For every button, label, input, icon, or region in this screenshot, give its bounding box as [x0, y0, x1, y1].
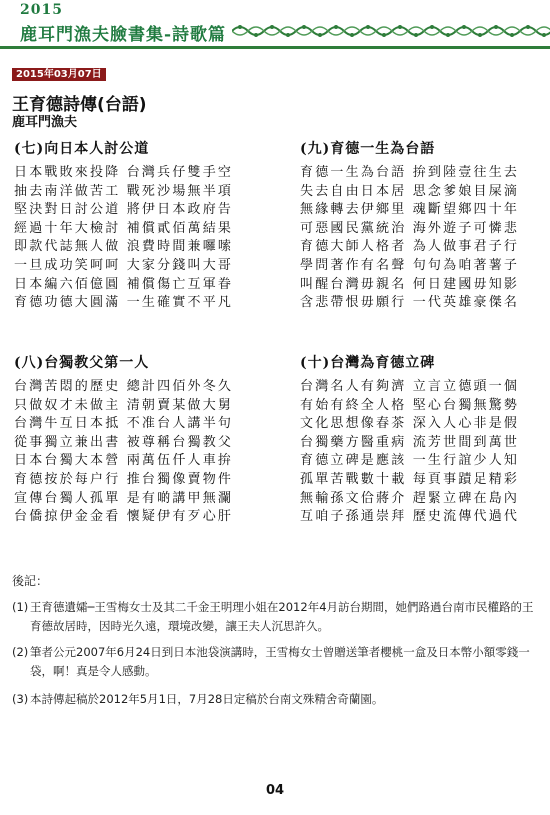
- poem-line: 台僑掠伊金金看 懷疑伊有歹心肝: [14, 509, 234, 525]
- poem-title: (九)育德一生為台語: [300, 141, 436, 157]
- poem-line: 無緣轉去伊鄉里 魂斷望鄉四十年: [300, 202, 520, 218]
- post-date-badge: 2015年03月07日: [12, 68, 106, 81]
- poem-line: 日本編六佰億圓 補償傷亡互軍眷: [14, 276, 234, 292]
- poem-line: 無輸孫文佮蔣介 趕緊立碑在島內: [300, 490, 520, 506]
- poem-title: (八)台獨教父第一人: [14, 355, 150, 371]
- page-header: [0, 0, 550, 52]
- poem-line: 台灣牛互日本抵 不准台人講半句: [14, 416, 234, 432]
- poem-line: 抽去南洋做苦工 戰死沙場無半項: [14, 183, 234, 199]
- poem-line: 叫醒台灣毋親名 何日建國毋知影: [300, 276, 520, 292]
- note-text: 王育德遺孀─王雪梅女士及其二千金王明理小姐在2012年4月訪台期間，她們路過台南市民權路的王育德故居時，因時光久遠，環境改變，讓王夫人沉思許久。: [30, 600, 534, 633]
- poem-line: 經過十年大檢討 補償貳佰萬結果: [14, 220, 234, 236]
- header-divider: [0, 46, 550, 49]
- afterword-heading: 後記：: [12, 574, 49, 588]
- poem-line: 育德立碑是應該 一生行誼少人知: [300, 453, 520, 469]
- header-title: 鹿耳門漁夫臉書集-詩歌篇: [20, 20, 232, 45]
- poem-line: 失去自由日本居 思念爹娘目屎滴: [300, 183, 520, 199]
- poem-10: [300, 352, 519, 527]
- page-number: 04: [265, 783, 285, 798]
- poem-7: [14, 138, 233, 313]
- poem-line: 育德功德大圓滿 一生確實不平凡: [14, 295, 234, 311]
- header-year: 2015: [20, 2, 63, 18]
- post-author: 鹿耳門漁夫: [12, 115, 78, 130]
- poem-line: 宣傳台獨人孤單 是有啲講甲無瀾: [14, 490, 234, 506]
- poem-line: 育德按於每户行 推台獨像賣物件: [14, 471, 234, 487]
- poem-line: 可惡國民黨統治 海外遊子可憐悲: [300, 220, 520, 236]
- note-text: 筆者公元2007年6月24日到日本池袋演講時，王雪梅女士曾贈送筆者櫻桃一盒及日本幣小額零錢一袋，啊！真是令人感動。: [30, 645, 530, 678]
- poem-line: 台灣名人有夠濟 立言立德頭一個: [300, 379, 520, 394]
- poem-line: 日本台獨大本營 兩萬伍仟人車拚: [14, 453, 234, 469]
- afterword-note: [12, 598, 538, 636]
- poem-line: 學問著作有名聲 句句為咱著薯子: [300, 257, 520, 273]
- poem-line: 日本戰敗來投降 台灣兵仔雙手空: [14, 165, 234, 180]
- poem-line: 堅決對日討公道 將伊日本政府告: [14, 202, 234, 218]
- poem-line: 文化思想像春茶 深入人心非是假: [300, 416, 520, 432]
- poem-line: 台灣苦悶的歷史 總計四佰外冬久: [14, 379, 234, 394]
- poem-line: 孤單苦戰數十載 每頁事蹟足精彩: [300, 471, 520, 487]
- note-number: (1): [12, 600, 29, 614]
- poem-title: (十)台灣為育德立碑: [300, 355, 436, 371]
- post-title: 王育德詩傳(台語): [12, 95, 147, 115]
- poem-8: [14, 352, 233, 527]
- afterword-note: [12, 690, 538, 709]
- poem-line: 有始有終全人格 堅心台獨無驚勢: [300, 397, 520, 413]
- poem-line: 含悲帶恨毋願行 一代英雄豪傑名: [300, 295, 520, 311]
- poem-line: 即款代誌無人做 浪費時間兼囉嗦: [14, 239, 234, 255]
- poem-9: [300, 138, 519, 313]
- poem-title: (七)向日本人討公道: [14, 141, 150, 157]
- poem-line: 從事獨立兼出書 被尊稱台獨教父: [14, 434, 234, 450]
- vine-ornament: [232, 22, 550, 40]
- poem-line: 育德一生為台語 拚到陸壹往生去: [300, 165, 520, 180]
- poem-line: 台獨藥方醫重病 流芳世間到萬世: [300, 434, 520, 450]
- note-text: 本詩傳起稿於2012年5月1日，7月28日定稿於台南文殊精舍奇蘭園。: [30, 692, 384, 706]
- poem-line: 互咱子孫通崇拜 歷史流傳代過代: [300, 509, 520, 525]
- header-ornament-band: [232, 22, 550, 40]
- afterword-note: [12, 643, 538, 681]
- poem-line: 只做奴才未做主 清朝賣某做大舅: [14, 397, 234, 413]
- note-number: (2): [12, 645, 29, 659]
- note-number: (3): [12, 692, 29, 706]
- poem-line: 一旦成功笑呵呵 大家分錢叫大哥: [14, 257, 234, 273]
- poem-line: 育德大師人格者 為人做事君子行: [300, 239, 520, 255]
